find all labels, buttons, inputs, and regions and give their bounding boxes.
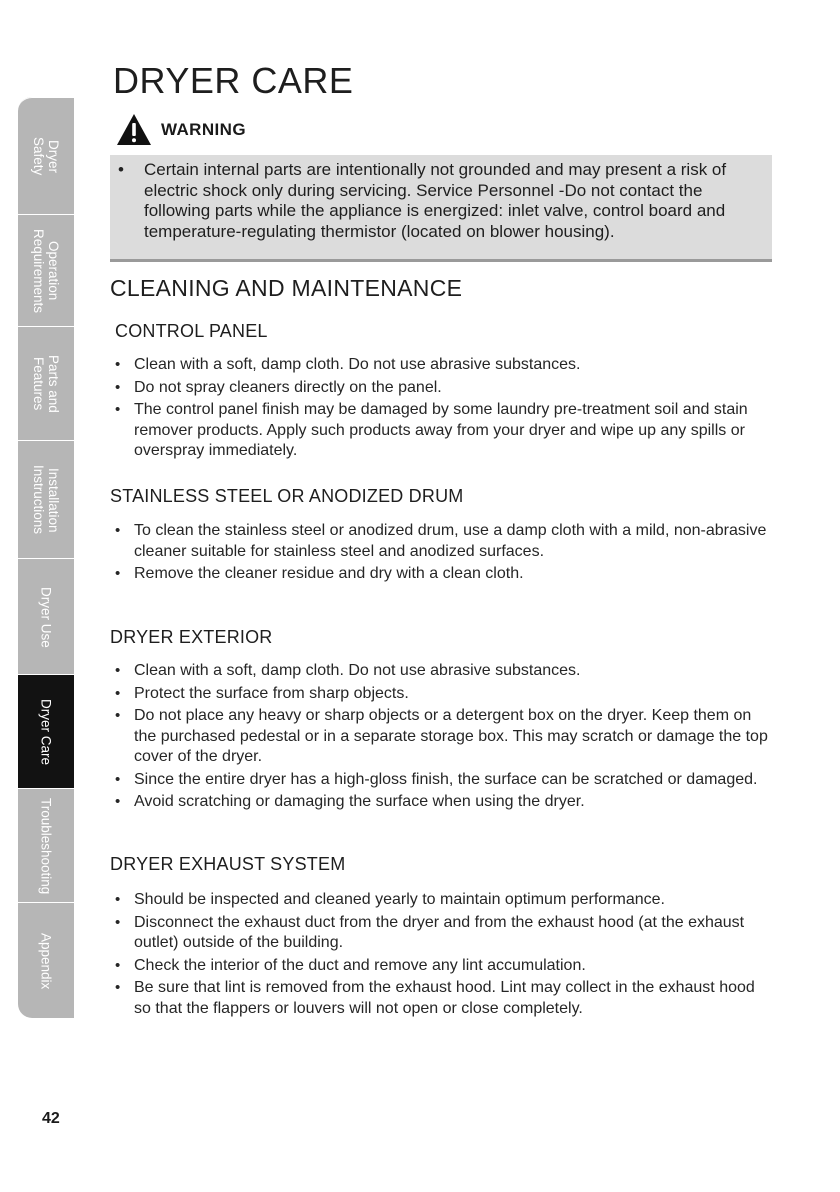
tab-operation-requirements[interactable] [18, 214, 74, 327]
subsection-title-dryer-exterior: DRYER EXTERIOR [110, 627, 273, 647]
list-item: • To clean the stainless steel or anodized drum, use a damp cloth with a mild, non-abrasive cleaner suitable for stainless steel and anodized surfaces. [110, 521, 770, 562]
tab-dryer-care[interactable] [18, 674, 74, 789]
list-item: • Do not spray cleaners directly on the panel. [110, 378, 770, 399]
subsection-title-exhaust-system: DRYER EXHAUST SYSTEM [110, 854, 346, 874]
list-item: • Do not place any heavy or sharp objects or a detergent box on the dryer. Keep them on the purchased pedestal or in a separate storage box. This may scratch or damage the top cover of the dryer. [110, 706, 770, 768]
list-item: • The control panel finish may be damaged by some laundry pre-treatment soil and stain remover products. Apply such products away from your dryer and wipe up any spills or overspray immediately. [110, 400, 770, 462]
tab-dryer-use[interactable] [18, 558, 74, 675]
list-item: • Since the entire dryer has a high-gloss finish, the surface can be scratched or damaged. [110, 770, 770, 791]
control-panel-list [110, 355, 770, 464]
tab-label: Dryer Care [38, 698, 54, 765]
page-title: DRYER CARE [113, 60, 354, 101]
tab-label: Dryer Safety [31, 137, 61, 176]
tab-label: Parts and Features [31, 355, 61, 413]
drum-list [110, 521, 770, 587]
warning-label: WARNING [161, 119, 246, 139]
tab-installation-instructions[interactable] [18, 440, 74, 559]
list-item: • Disconnect the exhaust duct from the dryer and from the exhaust hood (at the exhaust outlet) outside of the building. [110, 913, 770, 954]
list-item: • Be sure that lint is removed from the exhaust hood. Lint may collect in the exhaust hood so that the flappers or louvers will not open or close completely. [110, 978, 770, 1019]
page-number: 42 [42, 1110, 60, 1127]
subsection-title-drum: STAINLESS STEEL OR ANODIZED DRUM [110, 486, 464, 506]
tab-label: Installation Instructions [31, 465, 61, 535]
dryer-exterior-list [110, 661, 770, 815]
list-item: • Check the interior of the duct and remove any lint accumulation. [110, 956, 770, 977]
list-item: • Clean with a soft, damp cloth. Do not use abrasive substances. [110, 661, 770, 682]
warning-icon [116, 113, 152, 146]
warning-box [110, 155, 772, 262]
warning-header [116, 113, 246, 146]
list-item: • Avoid scratching or damaging the surface when using the dryer. [110, 792, 770, 813]
exhaust-system-list [110, 890, 770, 1021]
tab-dryer-safety[interactable] [18, 97, 74, 215]
bullet: • [118, 160, 124, 179]
list-item: • Protect the surface from sharp objects. [110, 684, 770, 705]
tab-appendix[interactable] [18, 902, 74, 1019]
tab-parts-and-features[interactable] [18, 326, 74, 441]
list-item: • Remove the cleaner residue and dry with a clean cloth. [110, 564, 770, 585]
tab-label: Dryer Use [38, 586, 54, 648]
tab-label: Operation Requirements [31, 228, 61, 314]
tab-label: Troubleshooting [38, 797, 54, 895]
section-title: CLEANING AND MAINTENANCE [110, 275, 463, 301]
subsection-title-control-panel: CONTROL PANEL [115, 321, 268, 341]
list-item: • Should be inspected and cleaned yearly to maintain optimum performance. [110, 890, 770, 911]
list-item: • Clean with a soft, damp cloth. Do not use abrasive substances. [110, 355, 770, 376]
warning-bullet [118, 160, 768, 242]
warning-text: Certain internal parts are intentionally not grounded and may present a risk of electric shock only during servicing. Service Personnel -Do not contact the following parts while the appliance is energized: inlet valve, control board and temperature-regulating thermistor (located on blower housing). [144, 160, 727, 241]
tab-label: Appendix [38, 932, 54, 990]
tab-troubleshooting[interactable] [18, 788, 74, 903]
